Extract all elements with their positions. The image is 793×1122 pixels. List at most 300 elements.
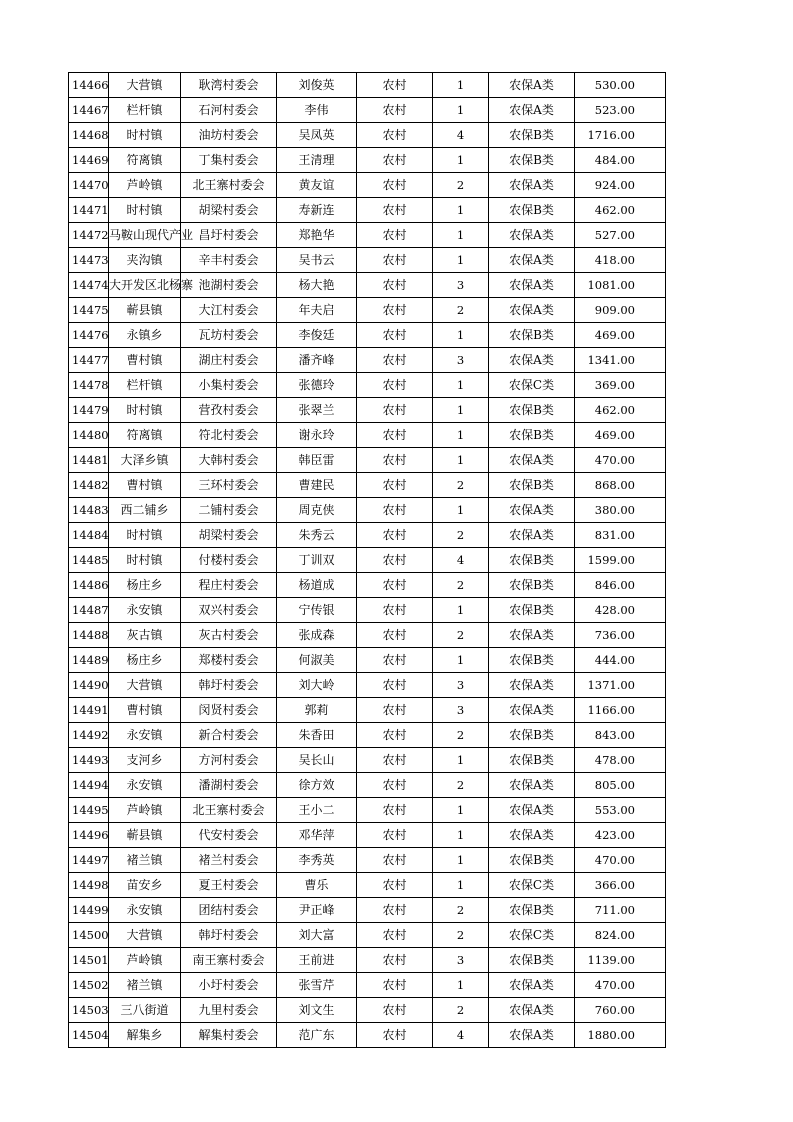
record-id-cell: 14469 bbox=[69, 148, 109, 173]
table-row bbox=[69, 823, 666, 848]
subsidy-category-cell: 农保A类 bbox=[489, 1023, 575, 1048]
table-body bbox=[69, 73, 666, 1048]
table-row bbox=[69, 373, 666, 398]
person-name-cell: 张德玲 bbox=[277, 373, 357, 398]
residence-type-cell: 农村 bbox=[357, 323, 433, 348]
amount-cell: 1716.00 bbox=[575, 123, 666, 148]
village-committee-cell: 双兴村委会 bbox=[181, 598, 277, 623]
household-size-cell: 1 bbox=[433, 648, 489, 673]
village-committee-cell: 大韩村委会 bbox=[181, 448, 277, 473]
residence-type-cell: 农村 bbox=[357, 523, 433, 548]
amount-cell: 1599.00 bbox=[575, 548, 666, 573]
household-size-cell: 4 bbox=[433, 1023, 489, 1048]
village-committee-cell: 营孜村委会 bbox=[181, 398, 277, 423]
record-id-cell: 14480 bbox=[69, 423, 109, 448]
person-name-cell: 吴书云 bbox=[277, 248, 357, 273]
household-size-cell: 2 bbox=[433, 173, 489, 198]
household-size-cell: 2 bbox=[433, 898, 489, 923]
household-size-cell: 3 bbox=[433, 698, 489, 723]
record-id-cell: 14486 bbox=[69, 573, 109, 598]
table-row bbox=[69, 573, 666, 598]
amount-cell: 380.00 bbox=[575, 498, 666, 523]
subsidy-category-cell: 农保A类 bbox=[489, 273, 575, 298]
person-name-cell: 刘大富 bbox=[277, 923, 357, 948]
village-committee-cell: 小圩村委会 bbox=[181, 973, 277, 998]
town-cell: 时村镇 bbox=[109, 523, 181, 548]
village-committee-cell: 瓦坊村委会 bbox=[181, 323, 277, 348]
town-cell: 时村镇 bbox=[109, 548, 181, 573]
town-cell: 芦岭镇 bbox=[109, 173, 181, 198]
table-row bbox=[69, 398, 666, 423]
subsidy-category-cell: 农保B类 bbox=[489, 323, 575, 348]
residence-type-cell: 农村 bbox=[357, 498, 433, 523]
residence-type-cell: 农村 bbox=[357, 798, 433, 823]
village-committee-cell: 大江村委会 bbox=[181, 298, 277, 323]
person-name-cell: 李秀英 bbox=[277, 848, 357, 873]
table-row bbox=[69, 548, 666, 573]
record-id-cell: 14493 bbox=[69, 748, 109, 773]
household-size-cell: 1 bbox=[433, 323, 489, 348]
person-name-cell: 张雪芹 bbox=[277, 973, 357, 998]
record-id-cell: 14503 bbox=[69, 998, 109, 1023]
subsidy-category-cell: 农保A类 bbox=[489, 823, 575, 848]
household-size-cell: 2 bbox=[433, 473, 489, 498]
subsidy-category-cell: 农保A类 bbox=[489, 448, 575, 473]
table-row bbox=[69, 623, 666, 648]
village-committee-cell: 耿湾村委会 bbox=[181, 73, 277, 98]
household-size-cell: 3 bbox=[433, 948, 489, 973]
subsidy-category-cell: 农保B类 bbox=[489, 123, 575, 148]
town-cell: 大泽乡镇 bbox=[109, 448, 181, 473]
village-committee-cell: 褚兰村委会 bbox=[181, 848, 277, 873]
town-cell: 夹沟镇 bbox=[109, 248, 181, 273]
table-row bbox=[69, 323, 666, 348]
amount-cell: 805.00 bbox=[575, 773, 666, 798]
village-committee-cell: 程庄村委会 bbox=[181, 573, 277, 598]
residence-type-cell: 农村 bbox=[357, 273, 433, 298]
amount-cell: 470.00 bbox=[575, 973, 666, 998]
subsidy-category-cell: 农保A类 bbox=[489, 998, 575, 1023]
residence-type-cell: 农村 bbox=[357, 573, 433, 598]
household-size-cell: 2 bbox=[433, 998, 489, 1023]
residence-type-cell: 农村 bbox=[357, 173, 433, 198]
person-name-cell: 邓华萍 bbox=[277, 823, 357, 848]
person-name-cell: 周克侠 bbox=[277, 498, 357, 523]
record-id-cell: 14471 bbox=[69, 198, 109, 223]
person-name-cell: 杨道成 bbox=[277, 573, 357, 598]
residence-type-cell: 农村 bbox=[357, 898, 433, 923]
subsidy-category-cell: 农保A类 bbox=[489, 248, 575, 273]
person-name-cell: 杨大艳 bbox=[277, 273, 357, 298]
record-id-cell: 14473 bbox=[69, 248, 109, 273]
residence-type-cell: 农村 bbox=[357, 398, 433, 423]
amount-cell: 711.00 bbox=[575, 898, 666, 923]
amount-cell: 469.00 bbox=[575, 323, 666, 348]
town-cell: 苗安乡 bbox=[109, 873, 181, 898]
record-id-cell: 14478 bbox=[69, 373, 109, 398]
town-cell: 永安镇 bbox=[109, 723, 181, 748]
subsidy-category-cell: 农保A类 bbox=[489, 698, 575, 723]
table-row bbox=[69, 673, 666, 698]
person-name-cell: 刘文生 bbox=[277, 998, 357, 1023]
residence-type-cell: 农村 bbox=[357, 923, 433, 948]
household-size-cell: 1 bbox=[433, 873, 489, 898]
residence-type-cell: 农村 bbox=[357, 198, 433, 223]
subsidy-category-cell: 农保B类 bbox=[489, 948, 575, 973]
subsidy-category-cell: 农保B类 bbox=[489, 148, 575, 173]
village-committee-cell: 南王寨村委会 bbox=[181, 948, 277, 973]
household-size-cell: 1 bbox=[433, 373, 489, 398]
town-cell: 符离镇 bbox=[109, 148, 181, 173]
village-committee-cell: 胡梁村委会 bbox=[181, 198, 277, 223]
person-name-cell: 何淑美 bbox=[277, 648, 357, 673]
person-name-cell: 朱香田 bbox=[277, 723, 357, 748]
amount-cell: 470.00 bbox=[575, 448, 666, 473]
record-id-cell: 14490 bbox=[69, 673, 109, 698]
amount-cell: 924.00 bbox=[575, 173, 666, 198]
record-id-cell: 14489 bbox=[69, 648, 109, 673]
household-size-cell: 1 bbox=[433, 448, 489, 473]
record-id-cell: 14500 bbox=[69, 923, 109, 948]
village-committee-cell: 解集村委会 bbox=[181, 1023, 277, 1048]
residence-type-cell: 农村 bbox=[357, 698, 433, 723]
residence-type-cell: 农村 bbox=[357, 98, 433, 123]
village-committee-cell: 北王寨村委会 bbox=[181, 173, 277, 198]
person-name-cell: 李俊廷 bbox=[277, 323, 357, 348]
residence-type-cell: 农村 bbox=[357, 123, 433, 148]
household-size-cell: 1 bbox=[433, 198, 489, 223]
person-name-cell: 谢永玲 bbox=[277, 423, 357, 448]
subsidy-category-cell: 农保B类 bbox=[489, 423, 575, 448]
record-id-cell: 14488 bbox=[69, 623, 109, 648]
subsidy-category-cell: 农保A类 bbox=[489, 523, 575, 548]
amount-cell: 868.00 bbox=[575, 473, 666, 498]
residence-type-cell: 农村 bbox=[357, 473, 433, 498]
residence-type-cell: 农村 bbox=[357, 873, 433, 898]
town-cell: 支河乡 bbox=[109, 748, 181, 773]
subsidy-category-cell: 农保A类 bbox=[489, 973, 575, 998]
record-id-cell: 14474 bbox=[69, 273, 109, 298]
town-cell: 灰古镇 bbox=[109, 623, 181, 648]
table-row bbox=[69, 873, 666, 898]
table-row bbox=[69, 848, 666, 873]
residence-type-cell: 农村 bbox=[357, 148, 433, 173]
record-id-cell: 14477 bbox=[69, 348, 109, 373]
table-row bbox=[69, 698, 666, 723]
table-row bbox=[69, 523, 666, 548]
residence-type-cell: 农村 bbox=[357, 448, 433, 473]
residence-type-cell: 农村 bbox=[357, 223, 433, 248]
amount-cell: 484.00 bbox=[575, 148, 666, 173]
village-committee-cell: 辛丰村委会 bbox=[181, 248, 277, 273]
amount-cell: 428.00 bbox=[575, 598, 666, 623]
amount-cell: 1139.00 bbox=[575, 948, 666, 973]
residence-type-cell: 农村 bbox=[357, 823, 433, 848]
record-id-cell: 14492 bbox=[69, 723, 109, 748]
amount-cell: 462.00 bbox=[575, 398, 666, 423]
town-cell: 曹村镇 bbox=[109, 473, 181, 498]
town-cell: 永镇乡 bbox=[109, 323, 181, 348]
person-name-cell: 年夫启 bbox=[277, 298, 357, 323]
village-committee-cell: 团结村委会 bbox=[181, 898, 277, 923]
record-id-cell: 14495 bbox=[69, 798, 109, 823]
table-row bbox=[69, 173, 666, 198]
town-cell: 杨庄乡 bbox=[109, 573, 181, 598]
record-id-cell: 14468 bbox=[69, 123, 109, 148]
person-name-cell: 张成森 bbox=[277, 623, 357, 648]
record-id-cell: 14472 bbox=[69, 223, 109, 248]
town-cell: 芦岭镇 bbox=[109, 798, 181, 823]
household-size-cell: 2 bbox=[433, 573, 489, 598]
village-committee-cell: 郑楼村委会 bbox=[181, 648, 277, 673]
record-id-cell: 14494 bbox=[69, 773, 109, 798]
town-cell: 永安镇 bbox=[109, 598, 181, 623]
subsidy-category-cell: 农保B类 bbox=[489, 598, 575, 623]
village-committee-cell: 潘湖村委会 bbox=[181, 773, 277, 798]
household-size-cell: 2 bbox=[433, 523, 489, 548]
table-row bbox=[69, 348, 666, 373]
household-size-cell: 3 bbox=[433, 348, 489, 373]
record-id-cell: 14483 bbox=[69, 498, 109, 523]
amount-cell: 478.00 bbox=[575, 748, 666, 773]
subsidy-category-cell: 农保B类 bbox=[489, 573, 575, 598]
amount-cell: 444.00 bbox=[575, 648, 666, 673]
town-cell: 永安镇 bbox=[109, 898, 181, 923]
record-id-cell: 14470 bbox=[69, 173, 109, 198]
subsidy-category-cell: 农保B类 bbox=[489, 748, 575, 773]
table-row bbox=[69, 223, 666, 248]
subsidy-category-cell: 农保B类 bbox=[489, 723, 575, 748]
person-name-cell: 黄友谊 bbox=[277, 173, 357, 198]
residence-type-cell: 农村 bbox=[357, 298, 433, 323]
amount-cell: 824.00 bbox=[575, 923, 666, 948]
residence-type-cell: 农村 bbox=[357, 748, 433, 773]
town-cell: 西二铺乡 bbox=[109, 498, 181, 523]
table-row bbox=[69, 423, 666, 448]
village-committee-cell: 九里村委会 bbox=[181, 998, 277, 1023]
residence-type-cell: 农村 bbox=[357, 598, 433, 623]
record-id-cell: 14496 bbox=[69, 823, 109, 848]
table-row bbox=[69, 598, 666, 623]
residence-type-cell: 农村 bbox=[357, 423, 433, 448]
town-cell: 时村镇 bbox=[109, 398, 181, 423]
residence-type-cell: 农村 bbox=[357, 248, 433, 273]
residence-type-cell: 农村 bbox=[357, 348, 433, 373]
residence-type-cell: 农村 bbox=[357, 623, 433, 648]
town-cell: 符离镇 bbox=[109, 423, 181, 448]
amount-cell: 530.00 bbox=[575, 73, 666, 98]
town-cell: 芦岭镇 bbox=[109, 948, 181, 973]
person-name-cell: 宁传银 bbox=[277, 598, 357, 623]
subsidy-category-cell: 农保B类 bbox=[489, 398, 575, 423]
table-row bbox=[69, 248, 666, 273]
table-row bbox=[69, 923, 666, 948]
person-name-cell: 范广东 bbox=[277, 1023, 357, 1048]
person-name-cell: 朱秀云 bbox=[277, 523, 357, 548]
subsidy-category-cell: 农保A类 bbox=[489, 298, 575, 323]
residence-type-cell: 农村 bbox=[357, 848, 433, 873]
person-name-cell: 王小二 bbox=[277, 798, 357, 823]
table-row bbox=[69, 473, 666, 498]
residence-type-cell: 农村 bbox=[357, 773, 433, 798]
record-id-cell: 14479 bbox=[69, 398, 109, 423]
table-row bbox=[69, 448, 666, 473]
person-name-cell: 寿新连 bbox=[277, 198, 357, 223]
table-row bbox=[69, 1023, 666, 1048]
residence-type-cell: 农村 bbox=[357, 998, 433, 1023]
residence-type-cell: 农村 bbox=[357, 373, 433, 398]
subsidy-category-cell: 农保B类 bbox=[489, 648, 575, 673]
village-committee-cell: 胡梁村委会 bbox=[181, 523, 277, 548]
table-row bbox=[69, 973, 666, 998]
town-cell: 大营镇 bbox=[109, 673, 181, 698]
town-cell: 曹村镇 bbox=[109, 698, 181, 723]
amount-cell: 469.00 bbox=[575, 423, 666, 448]
village-committee-cell: 池湖村委会 bbox=[181, 273, 277, 298]
person-name-cell: 郑艳华 bbox=[277, 223, 357, 248]
record-id-cell: 14504 bbox=[69, 1023, 109, 1048]
amount-cell: 1880.00 bbox=[575, 1023, 666, 1048]
record-id-cell: 14497 bbox=[69, 848, 109, 873]
town-cell: 时村镇 bbox=[109, 123, 181, 148]
relief-roster-table bbox=[68, 72, 666, 1048]
household-size-cell: 1 bbox=[433, 498, 489, 523]
amount-cell: 843.00 bbox=[575, 723, 666, 748]
residence-type-cell: 农村 bbox=[357, 548, 433, 573]
record-id-cell: 14498 bbox=[69, 873, 109, 898]
subsidy-category-cell: 农保B类 bbox=[489, 848, 575, 873]
village-committee-cell: 石河村委会 bbox=[181, 98, 277, 123]
village-committee-cell: 付楼村委会 bbox=[181, 548, 277, 573]
subsidy-category-cell: 农保A类 bbox=[489, 223, 575, 248]
residence-type-cell: 农村 bbox=[357, 648, 433, 673]
person-name-cell: 韩臣雷 bbox=[277, 448, 357, 473]
household-size-cell: 1 bbox=[433, 823, 489, 848]
household-size-cell: 1 bbox=[433, 973, 489, 998]
amount-cell: 831.00 bbox=[575, 523, 666, 548]
person-name-cell: 刘大岭 bbox=[277, 673, 357, 698]
table-row bbox=[69, 648, 666, 673]
person-name-cell: 刘俊英 bbox=[277, 73, 357, 98]
person-name-cell: 吴凤英 bbox=[277, 123, 357, 148]
town-cell: 大营镇 bbox=[109, 923, 181, 948]
town-cell: 永安镇 bbox=[109, 773, 181, 798]
residence-type-cell: 农村 bbox=[357, 1023, 433, 1048]
household-size-cell: 1 bbox=[433, 748, 489, 773]
person-name-cell: 徐方效 bbox=[277, 773, 357, 798]
household-size-cell: 1 bbox=[433, 848, 489, 873]
village-committee-cell: 三环村委会 bbox=[181, 473, 277, 498]
household-size-cell: 2 bbox=[433, 298, 489, 323]
residence-type-cell: 农村 bbox=[357, 723, 433, 748]
amount-cell: 1371.00 bbox=[575, 673, 666, 698]
amount-cell: 523.00 bbox=[575, 98, 666, 123]
village-committee-cell: 小集村委会 bbox=[181, 373, 277, 398]
amount-cell: 418.00 bbox=[575, 248, 666, 273]
amount-cell: 846.00 bbox=[575, 573, 666, 598]
village-committee-cell: 新合村委会 bbox=[181, 723, 277, 748]
village-committee-cell: 油坊村委会 bbox=[181, 123, 277, 148]
amount-cell: 909.00 bbox=[575, 298, 666, 323]
town-cell: 时村镇 bbox=[109, 198, 181, 223]
village-committee-cell: 二铺村委会 bbox=[181, 498, 277, 523]
town-cell: 曹村镇 bbox=[109, 348, 181, 373]
amount-cell: 366.00 bbox=[575, 873, 666, 898]
record-id-cell: 14475 bbox=[69, 298, 109, 323]
town-cell: 栏杆镇 bbox=[109, 98, 181, 123]
record-id-cell: 14476 bbox=[69, 323, 109, 348]
subsidy-category-cell: 农保A类 bbox=[489, 98, 575, 123]
household-size-cell: 1 bbox=[433, 248, 489, 273]
subsidy-category-cell: 农保C类 bbox=[489, 873, 575, 898]
record-id-cell: 14466 bbox=[69, 73, 109, 98]
table-row bbox=[69, 773, 666, 798]
village-committee-cell: 符北村委会 bbox=[181, 423, 277, 448]
subsidy-category-cell: 农保A类 bbox=[489, 173, 575, 198]
subsidy-category-cell: 农保A类 bbox=[489, 798, 575, 823]
village-committee-cell: 灰古村委会 bbox=[181, 623, 277, 648]
subsidy-category-cell: 农保A类 bbox=[489, 348, 575, 373]
person-name-cell: 潘齐峰 bbox=[277, 348, 357, 373]
household-size-cell: 1 bbox=[433, 423, 489, 448]
residence-type-cell: 农村 bbox=[357, 948, 433, 973]
record-id-cell: 14499 bbox=[69, 898, 109, 923]
town-cell: 大开发区北杨寨 bbox=[109, 273, 181, 298]
subsidy-category-cell: 农保A类 bbox=[489, 73, 575, 98]
person-name-cell: 王前进 bbox=[277, 948, 357, 973]
table-row bbox=[69, 723, 666, 748]
person-name-cell: 王清理 bbox=[277, 148, 357, 173]
table-row bbox=[69, 998, 666, 1023]
amount-cell: 760.00 bbox=[575, 998, 666, 1023]
subsidy-category-cell: 农保A类 bbox=[489, 673, 575, 698]
person-name-cell: 尹正峰 bbox=[277, 898, 357, 923]
town-cell: 褚兰镇 bbox=[109, 973, 181, 998]
table-row bbox=[69, 748, 666, 773]
household-size-cell: 2 bbox=[433, 923, 489, 948]
record-id-cell: 14502 bbox=[69, 973, 109, 998]
subsidy-category-cell: 农保B类 bbox=[489, 898, 575, 923]
household-size-cell: 4 bbox=[433, 548, 489, 573]
amount-cell: 1166.00 bbox=[575, 698, 666, 723]
town-cell: 三八街道 bbox=[109, 998, 181, 1023]
town-cell: 蕲县镇 bbox=[109, 298, 181, 323]
village-committee-cell: 丁集村委会 bbox=[181, 148, 277, 173]
table-row bbox=[69, 798, 666, 823]
person-name-cell: 曹建民 bbox=[277, 473, 357, 498]
person-name-cell: 丁训双 bbox=[277, 548, 357, 573]
person-name-cell: 李伟 bbox=[277, 98, 357, 123]
town-cell: 褚兰镇 bbox=[109, 848, 181, 873]
table-row bbox=[69, 298, 666, 323]
town-cell: 大营镇 bbox=[109, 73, 181, 98]
town-cell: 蕲县镇 bbox=[109, 823, 181, 848]
table-row bbox=[69, 123, 666, 148]
household-size-cell: 1 bbox=[433, 398, 489, 423]
subsidy-category-cell: 农保B类 bbox=[489, 198, 575, 223]
household-size-cell: 4 bbox=[433, 123, 489, 148]
village-committee-cell: 方河村委会 bbox=[181, 748, 277, 773]
table-row bbox=[69, 73, 666, 98]
amount-cell: 470.00 bbox=[575, 848, 666, 873]
subsidy-category-cell: 农保A类 bbox=[489, 623, 575, 648]
table-row bbox=[69, 498, 666, 523]
record-id-cell: 14501 bbox=[69, 948, 109, 973]
table-row bbox=[69, 198, 666, 223]
residence-type-cell: 农村 bbox=[357, 973, 433, 998]
amount-cell: 423.00 bbox=[575, 823, 666, 848]
residence-type-cell: 农村 bbox=[357, 73, 433, 98]
